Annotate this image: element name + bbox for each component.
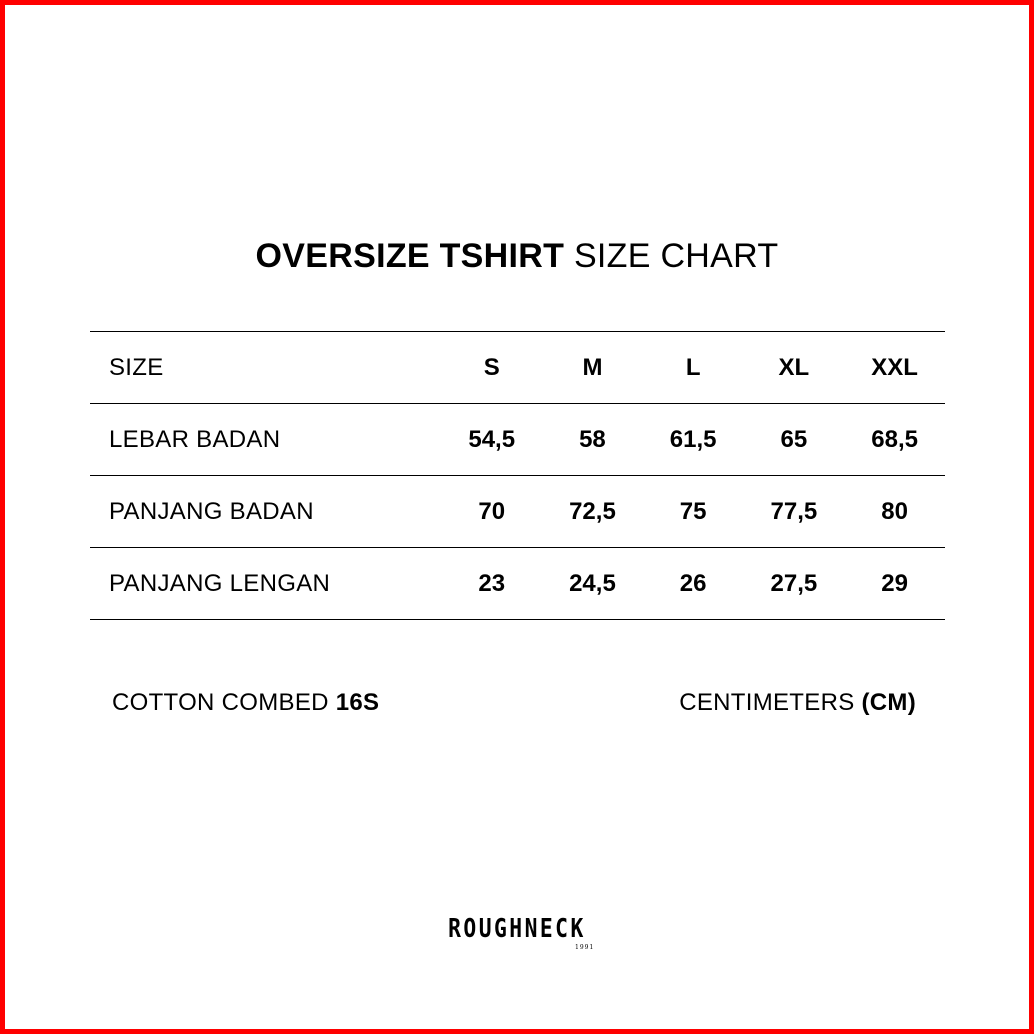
table-cell: 68,5 (871, 425, 918, 453)
header-size-s: S (483, 353, 500, 381)
table-cell: 61,5 (669, 425, 717, 453)
unit-note (679, 688, 916, 718)
table-cell: 29 (881, 569, 908, 597)
table-cell: 75 (679, 497, 707, 525)
brand-year: 1991 (575, 944, 595, 951)
table-row (90, 476, 945, 548)
row-label-panjang-lengan: PANJANG LENGAN (109, 569, 331, 597)
table-cell: 27,5 (770, 569, 818, 597)
unit-prefix: CENTIMETERS (679, 689, 855, 716)
table-cell: 58 (579, 425, 606, 453)
table-cell: 77,5 (770, 497, 818, 525)
material-value: 16S (335, 689, 380, 716)
table-row (90, 404, 945, 476)
page-title (0, 236, 1034, 276)
table-cell: 54,5 (468, 425, 516, 453)
header-size-xxl: XXL (871, 353, 918, 381)
table-cell: 23 (478, 569, 506, 597)
size-chart-table (90, 331, 945, 620)
material-note (112, 688, 379, 718)
table-cell: 72,5 (569, 497, 616, 525)
header-size-m: M (582, 353, 603, 381)
header-size-l: L (685, 353, 701, 381)
table-cell: 24,5 (569, 569, 616, 597)
header-size-label: SIZE (109, 353, 164, 381)
brand-logo (0, 914, 1034, 951)
table-cell: 65 (780, 425, 808, 453)
table-cell: 26 (679, 569, 707, 597)
title-subtitle: SIZE CHART (573, 237, 779, 275)
unit-value: (CM) (861, 689, 916, 716)
table-cell: 80 (881, 497, 908, 525)
header-size-xl: XL (778, 353, 810, 381)
table-header-row (90, 332, 945, 404)
row-label-panjang-badan: PANJANG BADAN (109, 497, 314, 525)
title-product: OVERSIZE TSHIRT (255, 237, 565, 275)
brand-name: ROUGHNECK (448, 914, 586, 944)
row-label-lebar-badan: LEBAR BADAN (109, 425, 281, 453)
table-cell: 70 (478, 497, 506, 525)
table-row (90, 548, 945, 620)
material-prefix: COTTON COMBED (112, 689, 329, 716)
